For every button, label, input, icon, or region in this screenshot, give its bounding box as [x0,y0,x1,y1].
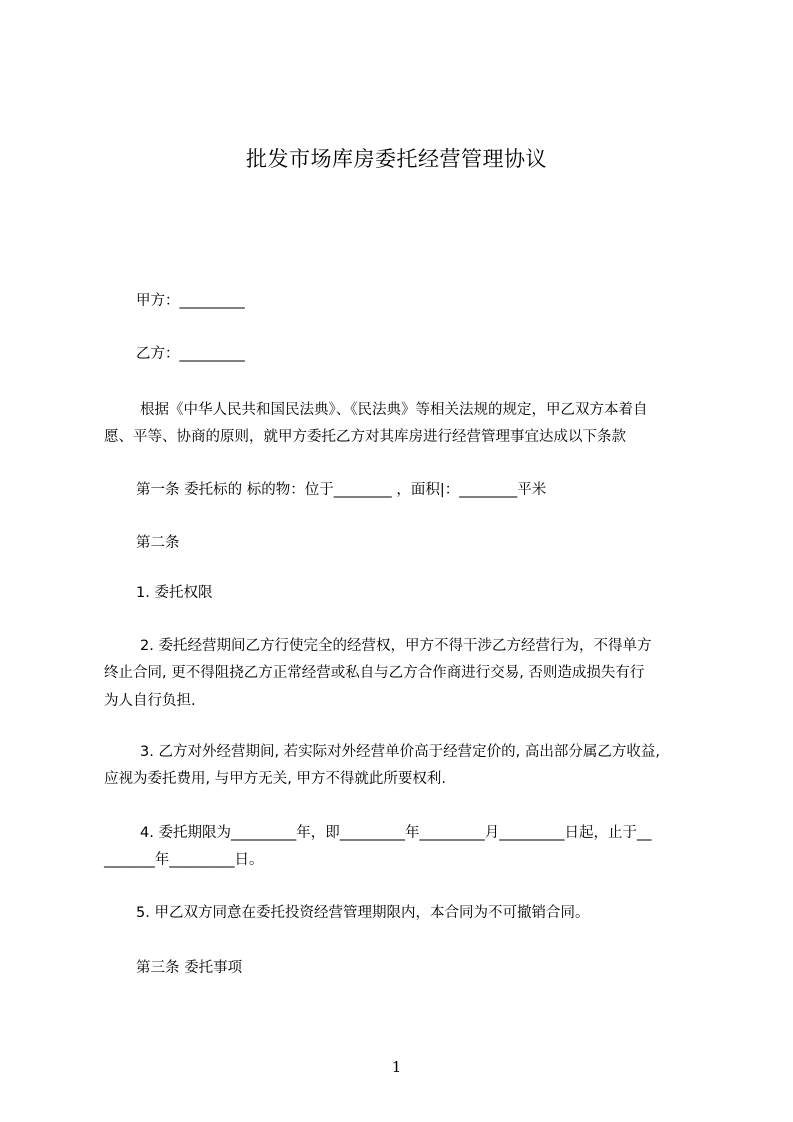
clause-1: 1. 委托权限 [136,585,213,601]
clause-4-line-1: 4. 委托期限为_________年，即_________年_________月_________日起，止于__ [140,825,652,841]
party-a-line: 甲方：_________ [136,293,245,309]
document-title: 批发市场库房委托经营管理协议 [246,147,547,171]
clause-3-line-1: 3. 乙方对外经营期间, 若实际对外经营单价高于经营定价的, 高出部分属乙方收益, [140,744,660,760]
clause-2-line-2: 终止合同, 更不得阻挠乙方正常经营或私自与乙方合作商进行交易, 否则造成损失有行 [104,665,645,681]
clause-3-line-2: 应视为委托费用, 与甲方无关, 甲方不得就此所要权利. [104,771,447,787]
article-3-heading: 第三条 委托事项 [136,960,243,976]
clause-5: 5. 甲乙双方同意在委托投资经营管理期限内，本合同为不可撤销合同。 [136,905,590,921]
party-b-line: 乙方：_________ [136,346,245,362]
article-2-heading: 第二条 [136,535,180,551]
article-1-heading: 第一条 委托标的 标的物：位于________ ，面积|：________平米 [136,482,547,498]
clause-2-line-3: 为人自行负担. [104,693,196,709]
intro-paragraph-line-1: 根据《中华人民共和国民法典》、《民法典》等相关法规的规定，甲乙双方本着自 [140,402,648,418]
intro-paragraph-line-2: 愿、平等、协商的原则，就甲方委托乙方对其库房进行经营管理事宜达成以下条款 [104,429,626,445]
clause-2-line-1: 2. 委托经营期间乙方行使完全的经营权，甲方不得干涉乙方经营行为，不得单方 [140,638,652,654]
page-number: 1 [391,1058,402,1076]
clause-4-line-2: _______年_________日。 [104,852,264,868]
